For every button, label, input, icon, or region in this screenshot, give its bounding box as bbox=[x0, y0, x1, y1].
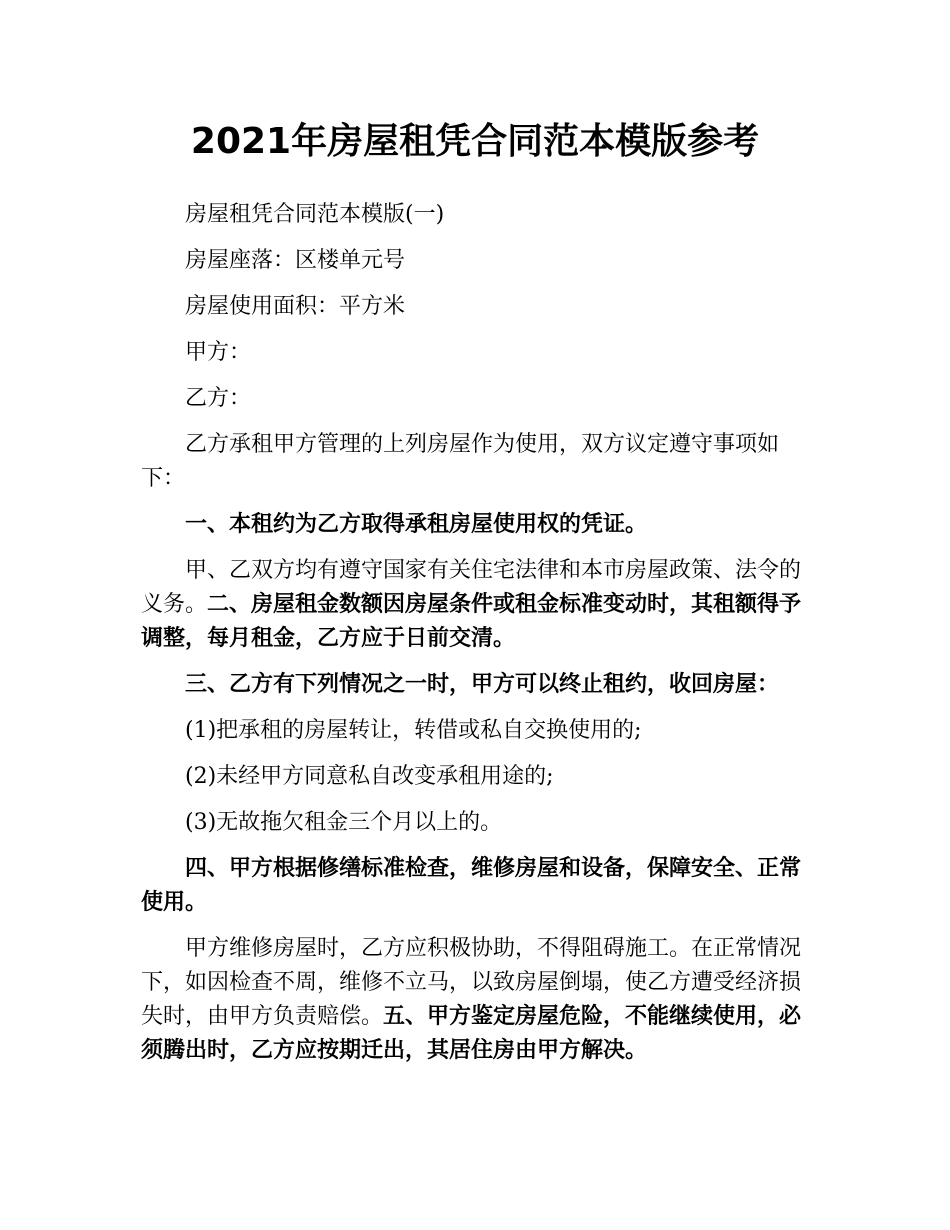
clause-2-paragraph bbox=[141, 554, 821, 656]
paragraph-text: 乙方： bbox=[185, 386, 252, 411]
clause-3-item-3 bbox=[141, 806, 821, 840]
paragraph-party-a bbox=[141, 336, 821, 370]
paragraph-usable-area bbox=[141, 290, 821, 324]
clause-3-item-2 bbox=[141, 760, 821, 794]
clause-heading-text: 五、甲方鉴定房屋危险，不能继续使用，必须腾出时，乙方应按期迁出，其居住房由甲方解决。 bbox=[141, 1004, 802, 1063]
paragraph-text: 乙方承租甲方管理的上列房屋作为使用，双方议定遵守事项如下： bbox=[141, 432, 780, 491]
paragraph-house-location bbox=[141, 244, 821, 278]
paragraph-text: 甲方： bbox=[185, 340, 252, 365]
clause-3-item-1 bbox=[141, 714, 821, 748]
document-title: 2021年房屋租凭合同范本模版参考 bbox=[190, 121, 760, 162]
clause-1-heading bbox=[141, 508, 821, 542]
clause-heading-text: 二、房屋租金数额因房屋条件或租金标准变动时，其租额得予调整，每月租金，乙方应于日前交清。 bbox=[141, 592, 802, 651]
paragraph-agreement-intro bbox=[141, 428, 821, 496]
list-item-text: (3)无故拖欠租金三个月以上的。 bbox=[185, 810, 503, 835]
clause-heading-text: 一、本租约为乙方取得承租房屋使用权的凭证。 bbox=[185, 512, 648, 537]
document-body bbox=[141, 198, 821, 1080]
paragraph-template-heading bbox=[141, 198, 821, 232]
list-item-text: (1)把承租的房屋转让，转借或私自交换使用的; bbox=[185, 718, 642, 743]
list-item-text: (2)未经甲方同意私自改变承租用途的; bbox=[185, 764, 554, 789]
clause-5-paragraph bbox=[141, 932, 821, 1068]
paragraph-text: 房屋使用面积：平方米 bbox=[185, 294, 406, 319]
paragraph-text: 房屋座落：区楼单元号 bbox=[185, 248, 406, 273]
clause-3-heading bbox=[141, 668, 821, 702]
clause-heading-text: 三、乙方有下列情况之一时，甲方可以终止租约，收回房屋： bbox=[185, 672, 780, 697]
paragraph-party-b bbox=[141, 382, 821, 416]
paragraph-text: 甲、乙双方均有遵守国家有关住宅法律和本市房屋政策、法令的义务。 bbox=[141, 558, 802, 617]
clause-4-heading bbox=[141, 852, 821, 920]
paragraph-text: 房屋租凭合同范本模版(一) bbox=[185, 202, 445, 227]
clause-heading-text: 四、甲方根据修缮标准检查，维修房屋和设备，保障安全、正常使用。 bbox=[141, 856, 802, 915]
paragraph-text: 甲方维修房屋时，乙方应积极协助，不得阻碍施工。在正常情况下，如因检查不周，维修不立马，以致房屋倒塌，使乙方遭受经济损失时，由甲方负责赔偿。 bbox=[141, 936, 802, 1029]
